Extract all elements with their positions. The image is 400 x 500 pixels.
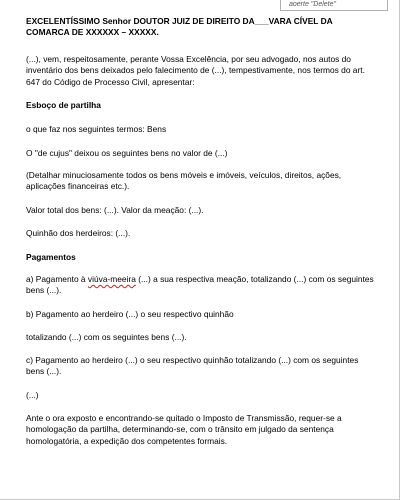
paragraph-totals: Valor total dos bens: (...). Valor da meação: (...). (26, 205, 204, 215)
payment-a-prefix: a) Pagamento à (26, 274, 88, 284)
paragraph-ellipsis: (...) (26, 390, 39, 400)
paragraph-closing: Ante o ora exposto e encontrando-se quitado o Imposto de Transmissão, requer-se a homologação da partilha, determinando-se, com o trânsito em julgado da sentença homologatória, a expedição dos competentes formais. (26, 413, 342, 446)
section-heading-payments: Pagamentos (26, 252, 76, 262)
paragraph-payment-c: c) Pagamento ao herdeiro (...) o seu respectivo quinhão totalizando (...) com os seguintes bens (...). (26, 355, 359, 377)
spellcheck-word-widow[interactable]: viúva-meeira (87, 274, 136, 284)
comment-balloon[interactable] (280, 0, 388, 11)
paragraph-terms: o que faz nos seguintes termos: Bens (26, 124, 167, 134)
section-heading-sketch: Esboço de partilha (26, 100, 101, 110)
paragraph-payment-b-total: totalizando (...) com os seguintes bens (...). (26, 332, 187, 342)
comment-text: aoerte "Delete" (289, 1, 336, 8)
payment-a-suffix: (...) a sua respectiva meação, totalizando (...) com os seguintes bens (...). (26, 274, 374, 296)
paragraph-heirs-share: Quinhão dos herdeiros: (...). (26, 228, 131, 238)
intro-paragraph: (...), vem, respeitosamente, perante Vossa Excelência, por seu advogado, nos autos do inventário dos bens deixados pelo falecimento de (...), tempestivamente, nos termos do art. 647 do Código de Processo Civil, apresentar: (26, 54, 365, 87)
document-heading: EXCELENTÍSSIMO Senhor DOUTOR JUIZ DE DIREITO DA___VARA CÍVEL DA COMARCA DE XXXXXX – XXXXX. (26, 16, 333, 38)
paragraph-de-cujus: O "de cujus" deixou os seguintes bens no valor de (...) (26, 148, 228, 158)
paragraph-detail: (Detalhar minuciosamente todos os bens móveis e imóveis, veículos, direitos, ações, aplicações financeiras etc.). (26, 170, 342, 192)
paragraph-payment-b: b) Pagamento ao herdeiro (...) o seu respectivo quinhão (26, 309, 234, 319)
paragraph-payment-a (26, 274, 378, 297)
